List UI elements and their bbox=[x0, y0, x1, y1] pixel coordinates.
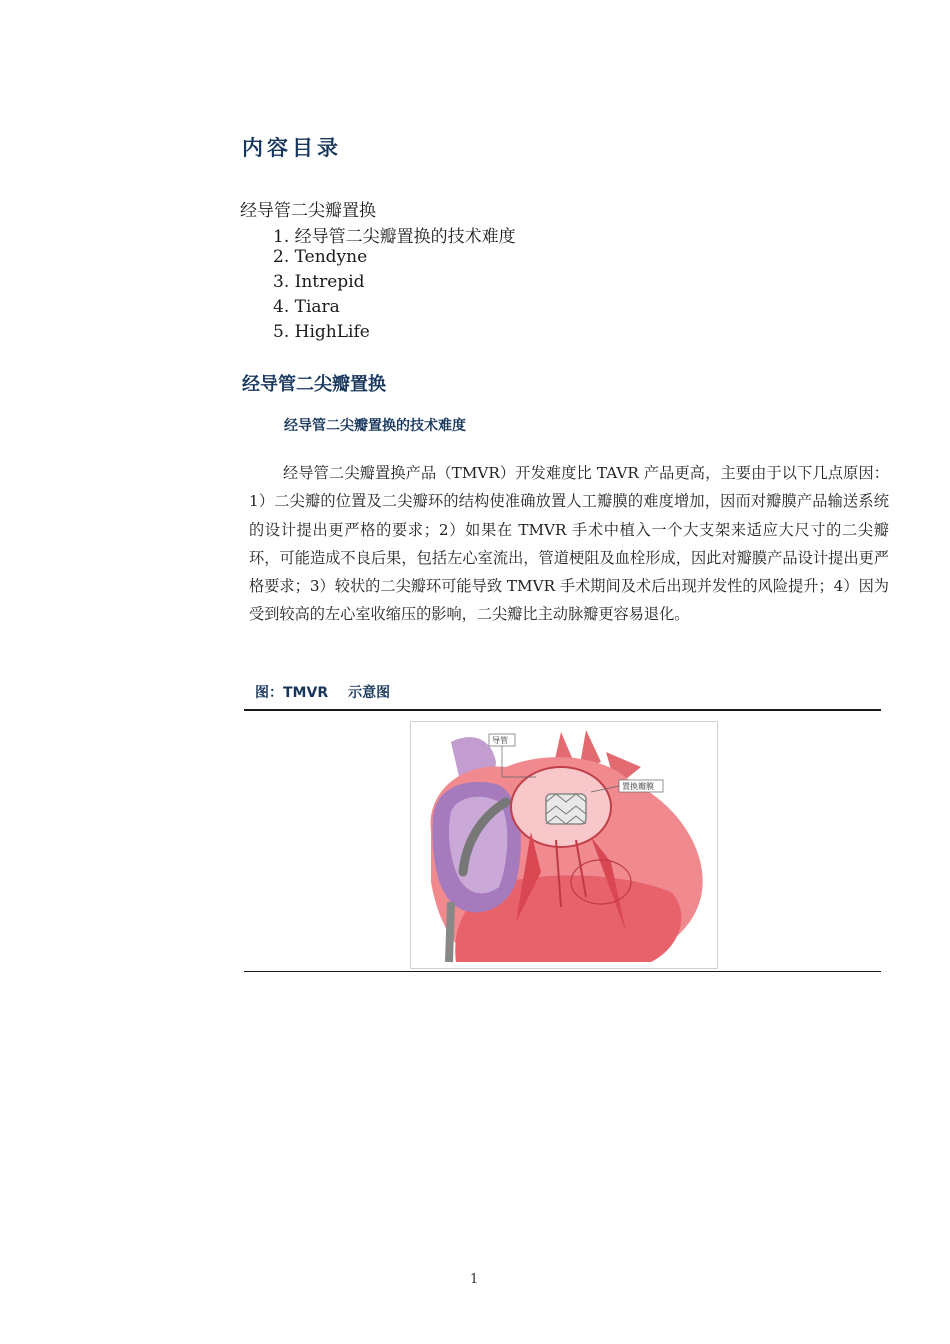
body-paragraph: 经导管二尖瓣置换产品（TMVR）开发难度比 TAVR 产品更高，主要由于以下几点原因：1）二尖瓣的位置及二尖瓣环的结构使准确放置人工瓣膜的难度增加，因而对瓣膜产品输送系统的设计提出更严格的要求；2）如果在 TMVR 手术中植入一个大支架来适应大尺寸的二尖瓣环，可能造成不良后果，包括左心室流出，管道梗阻及血栓形成，因此对瓣膜产品设计提出更严格要求；3）较状的二尖瓣环可能导致 TMVR 手术期间及术后出现并发性的风险提升；4）因为受到较高的左心室收缩压的影响，二尖瓣比主动脉瓣更容易退化。 bbox=[249, 464, 889, 624]
toc-entry-3[interactable]: 3. Intrepid bbox=[273, 272, 365, 292]
figure-caption-prefix: 图：TMVR bbox=[255, 685, 329, 701]
section-heading: 经导管二尖瓣置换 bbox=[242, 374, 386, 395]
label-catheter: 导管 bbox=[492, 736, 508, 745]
page-number: 1 bbox=[470, 1272, 479, 1287]
tmvr-heart-illustration bbox=[410, 721, 718, 969]
toc-entry-1[interactable]: 1. 经导管二尖瓣置换的技术难度 bbox=[273, 227, 516, 247]
figure-bottom-rule bbox=[244, 971, 881, 972]
toc-entry-main[interactable]: 经导管二尖瓣置换 bbox=[240, 201, 376, 221]
toc-title: 内容目录 bbox=[242, 136, 342, 160]
subsection-heading: 经导管二尖瓣置换的技术难度 bbox=[284, 418, 466, 434]
heart-diagram bbox=[411, 722, 717, 968]
catheter-shaft bbox=[449, 902, 451, 962]
valve-stent-icon bbox=[546, 794, 586, 824]
toc-entry-2[interactable]: 2. Tendyne bbox=[273, 247, 368, 267]
toc-entry-4[interactable]: 4. Tiara bbox=[273, 297, 340, 317]
label-valve: 置换瓣膜 bbox=[622, 782, 654, 791]
figure-top-rule bbox=[244, 709, 881, 711]
figure-caption-suffix: 示意图 bbox=[348, 685, 391, 701]
figure-caption bbox=[255, 682, 390, 702]
toc-entry-5[interactable]: 5. HighLife bbox=[273, 322, 370, 342]
